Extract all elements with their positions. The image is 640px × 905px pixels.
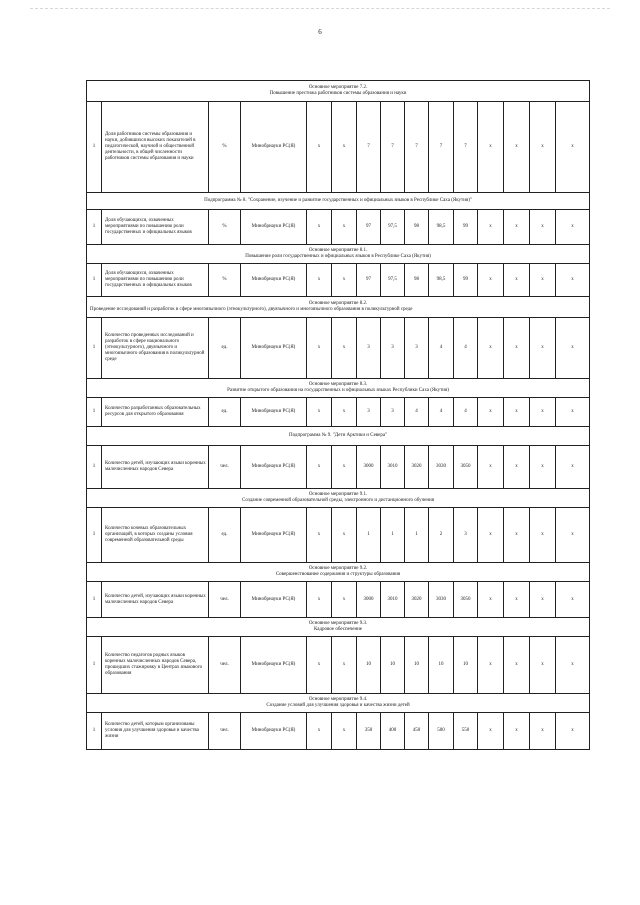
value-cell: x [332,318,357,379]
value-cell: x [504,102,530,193]
section-header-cell [87,563,590,582]
section-header-row [87,297,590,318]
value-cell: 10 [381,637,405,694]
value-cell: 97 [357,264,381,297]
scan-artifact-line [30,8,610,9]
value-cell: x [556,713,590,750]
unit-cell: чел. [209,446,241,489]
value-cell: 7 [454,102,478,193]
value-cell: 3000 [357,446,381,489]
value-cell: x [556,446,590,489]
value-cell: x [478,318,504,379]
value-cell: 3050 [454,446,478,489]
value-cell: x [478,446,504,489]
indicator-row [87,508,590,563]
value-cell: x [556,398,590,427]
section-header-cell [87,489,590,508]
section-header-cell [87,379,590,398]
section-header-title: Основное мероприятие 9.1. [308,492,368,498]
value-cell: x [478,637,504,694]
value-cell: 400 [381,713,405,750]
indicator-name-cell: Количество детей, которым организованы условия для улучшения здоровья и качества жизни [102,713,209,750]
value-cell: x [504,713,530,750]
section-header-subtitle: Развитие открытого образования на государственных и официальных языках Республики Саха (Якутия) [227,388,449,393]
value-cell: x [332,102,357,193]
value-cell: x [478,398,504,427]
value-cell: 98 [405,210,429,245]
section-header-row [87,563,590,582]
value-cell: x [556,210,590,245]
value-cell: x [530,713,556,750]
row-number-cell: 1 [87,713,102,750]
value-cell: x [332,713,357,750]
value-cell: x [332,210,357,245]
executor-cell: Минобрнауки РС(Я) [241,102,307,193]
value-cell: 3 [357,398,381,427]
value-cell: 7 [381,102,405,193]
value-cell: 3020 [405,582,429,618]
table-body [87,81,590,750]
row-number-cell: 1 [87,446,102,489]
value-cell: x [504,637,530,694]
executor-cell: Минобрнауки РС(Я) [241,398,307,427]
value-cell: 1 [381,508,405,563]
indicator-row [87,318,590,379]
value-cell: 98 [405,264,429,297]
value-cell: x [478,582,504,618]
value-cell: x [307,637,332,694]
indicators-table [86,80,590,750]
unit-cell: чел. [209,637,241,694]
value-cell: x [530,398,556,427]
executor-cell: Минобрнауки РС(Я) [241,508,307,563]
value-cell: 500 [429,713,454,750]
indicator-name-cell: Доля обучающихся, охваченных мероприятиями по повышению роли государственных и официальных языков [102,210,209,245]
indicator-row [87,264,590,297]
value-cell: x [530,210,556,245]
section-header-title: Основное мероприятие 9.2. [308,566,368,572]
value-cell: x [530,582,556,618]
value-cell: 1 [357,508,381,563]
value-cell: x [556,582,590,618]
unit-cell: % [209,264,241,297]
value-cell: x [530,102,556,193]
value-cell: x [307,102,332,193]
value-cell: 98,5 [429,264,454,297]
value-cell: 98,5 [429,210,454,245]
section-header-subtitle: Проведение исследований и разработок в сфере многоязычного (этнокультурного), двуязычного и многоязычного образования в поликультурной среде [90,307,413,312]
executor-cell: Минобрнауки РС(Я) [241,318,307,379]
value-cell: 4 [454,318,478,379]
value-cell: x [307,713,332,750]
unit-cell: ед. [209,508,241,563]
section-header-title: Основное мероприятие 9.3. [308,621,368,627]
executor-cell: Минобрнауки РС(Я) [241,637,307,694]
value-cell: 10 [429,637,454,694]
value-cell: 99 [454,210,478,245]
value-cell: x [556,264,590,297]
row-number-cell: 1 [87,508,102,563]
section-header-subtitle: Повышение роли государственных и официальных языков в Республике Саха (Якутия) [245,254,431,259]
value-cell: 2 [429,508,454,563]
value-cell: 4 [454,398,478,427]
section-header-row [87,694,590,713]
unit-cell: % [209,102,241,193]
section-header-row [87,618,590,637]
executor-cell: Минобрнауки РС(Я) [241,264,307,297]
section-header-title: Подпрограмма № 9. "Дети Арктики и Севера" [288,433,388,439]
value-cell: 10 [405,637,429,694]
indicator-name-cell: Доля обучающихся, охваченных мероприятиями по повышению роли государственных и официальных языков [102,264,209,297]
section-header-subtitle: Создание современной образовательной среды, электронного и дистанционного обучения [242,498,434,503]
value-cell: 3 [357,318,381,379]
row-number-cell: 1 [87,264,102,297]
section-header-row [87,245,590,264]
value-cell: 4 [405,398,429,427]
unit-cell: ед. [209,398,241,427]
value-cell: x [530,508,556,563]
executor-cell: Минобрнауки РС(Я) [241,210,307,245]
value-cell: 3030 [429,582,454,618]
page-number: 6 [318,28,322,36]
value-cell: x [332,264,357,297]
section-header-cell [87,427,590,446]
value-cell: x [307,264,332,297]
value-cell: x [307,210,332,245]
value-cell: 3030 [429,446,454,489]
value-cell: x [556,637,590,694]
section-header-cell [87,193,590,210]
value-cell: 99 [454,264,478,297]
value-cell: x [556,508,590,563]
indicator-name-cell: Количество проведенных исследований и разработок в сфере национального (этнокультурного), двуязычного и многоязычного образования в поликультурной среде [102,318,209,379]
unit-cell: чел. [209,582,241,618]
section-header-title: Основное мероприятие 8.1. [308,248,368,254]
value-cell: 10 [454,637,478,694]
executor-cell: Минобрнауки РС(Я) [241,446,307,489]
indicator-row [87,637,590,694]
section-header-title: Основное мероприятие 8.3. [308,382,368,388]
indicator-row [87,582,590,618]
value-cell: 10 [357,637,381,694]
value-cell: x [504,264,530,297]
value-cell: 7 [429,102,454,193]
section-header-row [87,427,590,446]
value-cell: 4 [429,318,454,379]
value-cell: 97,5 [381,210,405,245]
section-header-title: Основное мероприятие 7.2. [308,85,368,91]
row-number-cell: 1 [87,102,102,193]
section-header-subtitle: Совершенствование содержания и структуры образования [275,572,401,577]
value-cell: 3 [381,318,405,379]
row-number-cell: 1 [87,318,102,379]
value-cell: 97,5 [381,264,405,297]
unit-cell: чел. [209,713,241,750]
value-cell: x [504,446,530,489]
value-cell: x [332,637,357,694]
value-cell: 3 [381,398,405,427]
section-header-subtitle: Создание условий для улучшения здоровья и качества жизни детей [266,703,410,708]
value-cell: x [307,446,332,489]
executor-cell: Минобрнауки РС(Я) [241,713,307,750]
value-cell: 3010 [381,582,405,618]
value-cell: x [332,508,357,563]
executor-cell: Минобрнауки РС(Я) [241,582,307,618]
value-cell: x [556,318,590,379]
section-header-cell [87,694,590,713]
indicator-row [87,102,590,193]
value-cell: x [504,318,530,379]
value-cell: 350 [357,713,381,750]
indicator-name-cell: Количество детей, изучающих языки коренных малочисленных народов Севера [102,446,209,489]
value-cell: x [478,264,504,297]
row-number-cell: 1 [87,637,102,694]
unit-cell: % [209,210,241,245]
unit-cell: ед. [209,318,241,379]
indicator-name-cell: Количество разработанных образовательных ресурсов для открытого образования [102,398,209,427]
indicator-row [87,713,590,750]
value-cell: 3010 [381,446,405,489]
value-cell: x [504,508,530,563]
value-cell: 450 [405,713,429,750]
section-header-cell [87,245,590,264]
row-number-cell: 1 [87,582,102,618]
value-cell: x [307,508,332,563]
value-cell: x [478,210,504,245]
value-cell: 4 [429,398,454,427]
value-cell: x [504,582,530,618]
indicators-table-container [86,80,589,750]
indicator-name-cell: Количество детей, изучающих языки коренных малочисленных народов Севера [102,582,209,618]
section-header-row [87,81,590,102]
indicator-row [87,398,590,427]
value-cell: 550 [454,713,478,750]
value-cell: 97 [357,210,381,245]
value-cell: x [307,582,332,618]
section-header-subtitle: Кадровое обеспечение [314,627,363,632]
section-header-cell [87,618,590,637]
value-cell: x [332,446,357,489]
value-cell: x [530,264,556,297]
section-header-title: Подпрограмма № 8. "Сохранение, изучение и развитие государственных и официальных языков в Республике Саха (Якутия)" [204,198,472,204]
indicator-row [87,210,590,245]
value-cell: 7 [357,102,381,193]
value-cell: x [530,446,556,489]
section-header-row [87,193,590,210]
value-cell: 3050 [454,582,478,618]
section-header-subtitle: Повышение престижа работников системы образования и науки [269,91,407,96]
section-header-row [87,379,590,398]
section-header-row [87,489,590,508]
value-cell: 3020 [405,446,429,489]
row-number-cell: 1 [87,210,102,245]
section-header-cell [87,81,590,102]
row-number-cell: 1 [87,398,102,427]
section-header-title: Основное мероприятие 9.4. [308,697,368,703]
value-cell: x [478,102,504,193]
value-cell: x [332,398,357,427]
value-cell: x [530,318,556,379]
indicator-name-cell: Количество кочевых образовательных организаций, в которых созданы условия современной образовательной среды [102,508,209,563]
value-cell: 3000 [357,582,381,618]
value-cell: x [478,713,504,750]
indicator-name-cell: Доля работников системы образования и науки, добившихся высоких показателей в педагогической, научной и общественной деятельности, в общей численности работников системы образования и науки [102,102,209,193]
value-cell: x [478,508,504,563]
section-header-cell [87,297,590,318]
value-cell: x [307,398,332,427]
value-cell: x [332,582,357,618]
value-cell: 1 [405,508,429,563]
value-cell: 3 [454,508,478,563]
value-cell: 3 [405,318,429,379]
value-cell: x [504,398,530,427]
indicator-row [87,446,590,489]
value-cell: 7 [405,102,429,193]
indicator-name-cell: Количество педагогов родных языков коренных малочисленных народов Севера, прошедших стажировку в Центрах языкового образования [102,637,209,694]
section-header-title: Основное мероприятие 8.2. [308,301,368,307]
value-cell: x [307,318,332,379]
value-cell: x [556,102,590,193]
value-cell: x [504,210,530,245]
value-cell: x [530,637,556,694]
